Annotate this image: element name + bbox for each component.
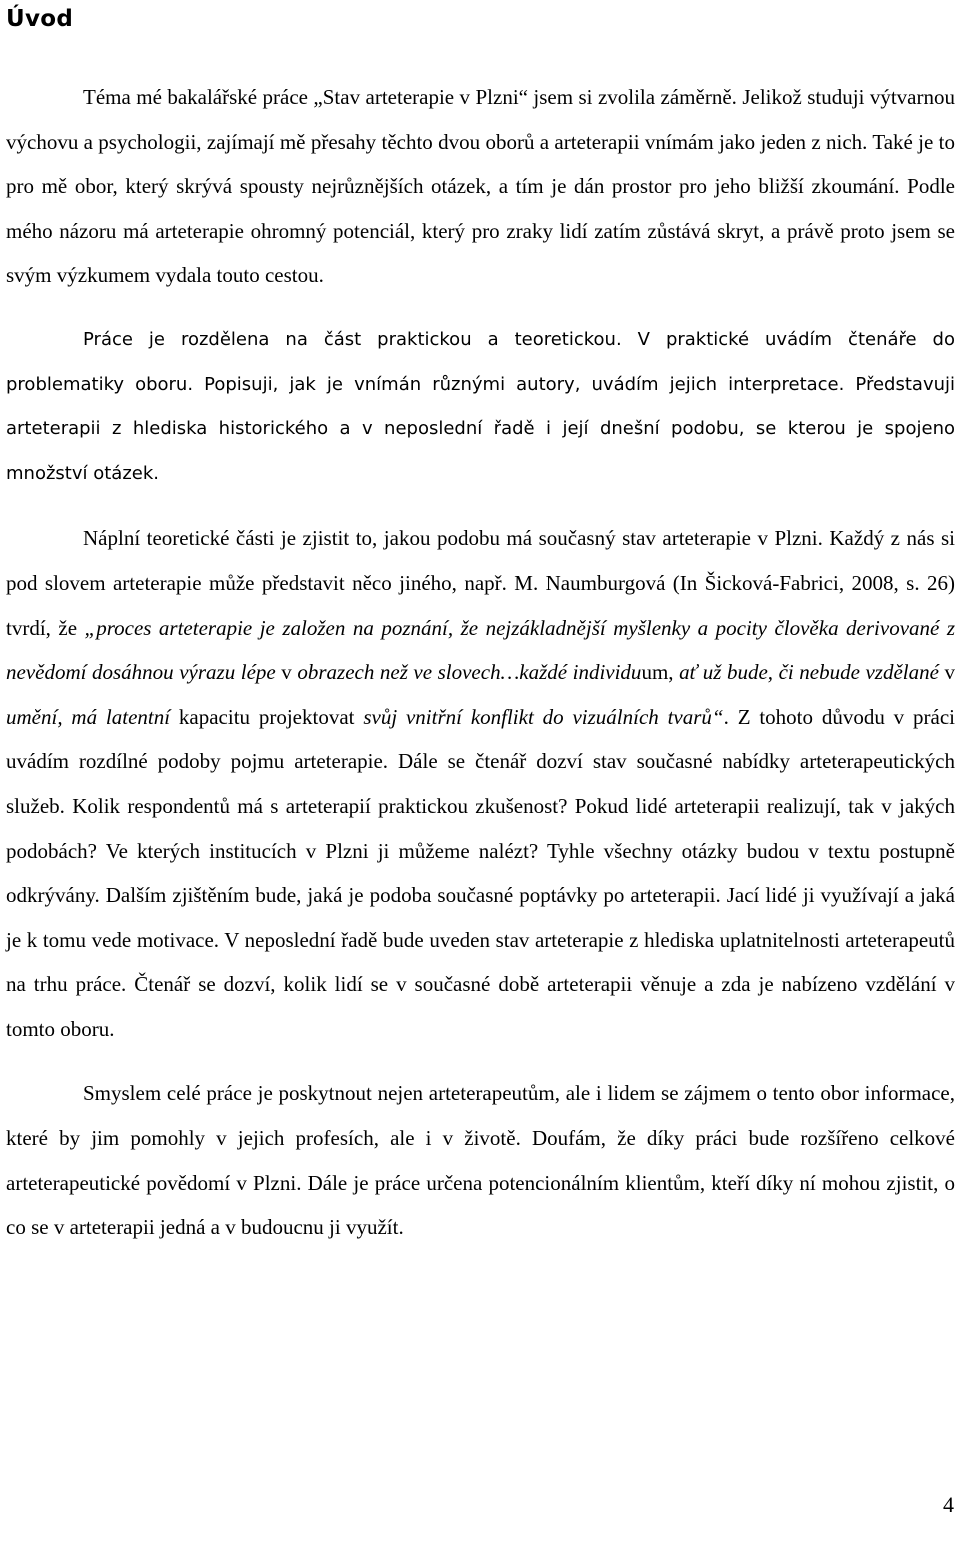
paragraph-3 bbox=[6, 516, 955, 1051]
text-segment: Téma mé bakalářské práce „Stav arteterapie v Plzni“ jsem si zvolila záměrně. Jelikož studuji výtvarnou výchovu a psychologii, zajímají mě přesahy těchto dvou oborů a arteterapii vnímám jako jeden z nich. Také je to pro mě obor, který skrývá spousty nejrůznějších otázek, a tím je dán prostor pro jeho bližší zkoumání. Podle mého názoru má arteterapie ohromný potenciál, který pro zraky lidí zatím zůstává skryt, a právě proto jsem se svým výzkumem vydala touto cestou. bbox=[6, 85, 955, 288]
paragraph-2 bbox=[6, 318, 955, 496]
paragraph-4 bbox=[6, 1071, 955, 1249]
italic-quote-segment: svůj vnitřní konflikt do vizuálních tvarů“ bbox=[363, 704, 724, 729]
text-segment: Smyslem celé práce je poskytnout nejen arteterapeutům, ale i lidem se zájmem o tento obor informace, které by jim pomohly v jejich profesích, ale i v životě. Doufám, že díky práci bude rozšířeno celkové arteterapeutické povědomí v Plzni. Dále je práce určena potencionálním klientům, kteří díky ní mohou zjistit, o co se v arteterapii jedná a v budoucnu ji využít. bbox=[6, 1081, 955, 1240]
italic-quote-segment: umění, má latentní bbox=[6, 704, 171, 729]
text-segment: um, bbox=[641, 660, 680, 685]
text-segment: . Z tohoto důvodu v práci uvádím rozdílné podoby pojmu arteterapie. Dále se čtenář dozví stav současné nabídky arteterapeutických služeb. Kolik respondentů má s arteterapií praktickou zkušenost? Pokud lidé arteterapii realizují, tak v jakých podobách? Ve kterých institucích v Plzni ji můžeme nalézt? Tyhle všechny otázky budou v textu postupně odkrývány. Dalším zjištěním bude, jaká je podoba současné poptávky po arteterapii. Jací lidé ji využívají a jaká je k tomu vede motivace. V neposlední řadě bude uveden stav arteterapie z hlediska uplatnitelnosti arteterapeutů na trhu práce. Čtenář se dozví, kolik lidí se v současné době arteterapii věnuje a zda je nabízeno vzdělání v tomto oboru. bbox=[6, 704, 955, 1041]
italic-quote-segment: „proces arteterapie je založen na poznání, že nejzákladnější myšlenky a pocity člověka derivované z nevědomí dosáhnou výrazu lépe bbox=[6, 615, 956, 685]
text-segment: Práce je rozdělena na část praktickou a teoretickou. V praktické uvádím čtenáře do problematiky oboru. Popisuji, jak je vnímán různými autory, uvádím jejich interpretace. Představuji arteterapii z hlediska historického a v neposlední řadě i její dnešní podobu, se kterou je spojeno množství otázek. bbox=[6, 328, 955, 484]
section-heading: Úvod bbox=[6, 6, 74, 32]
text-segment: v bbox=[938, 660, 956, 685]
page-number: 4 bbox=[943, 1492, 954, 1517]
italic-quote-segment: obrazech než ve slovech…každé individu bbox=[297, 660, 642, 685]
text-segment: kapacitu projektovat bbox=[170, 704, 364, 729]
body-text bbox=[6, 75, 955, 1250]
text-segment: Náplní teoretické části je zjistit to, jakou podobu má současný stav arteterapie v Plzni. Každý z nás si pod slovem arteterapie může představit něco jiného, např. M. Naumburgová (In Šicková-Fabrici, 2008, s. 26) tvrdí, že bbox=[6, 526, 955, 640]
italic-quote-segment: ať už bude, či nebude vzdělané bbox=[679, 660, 939, 685]
paragraph-1 bbox=[6, 75, 955, 298]
text-segment: v bbox=[275, 660, 298, 685]
